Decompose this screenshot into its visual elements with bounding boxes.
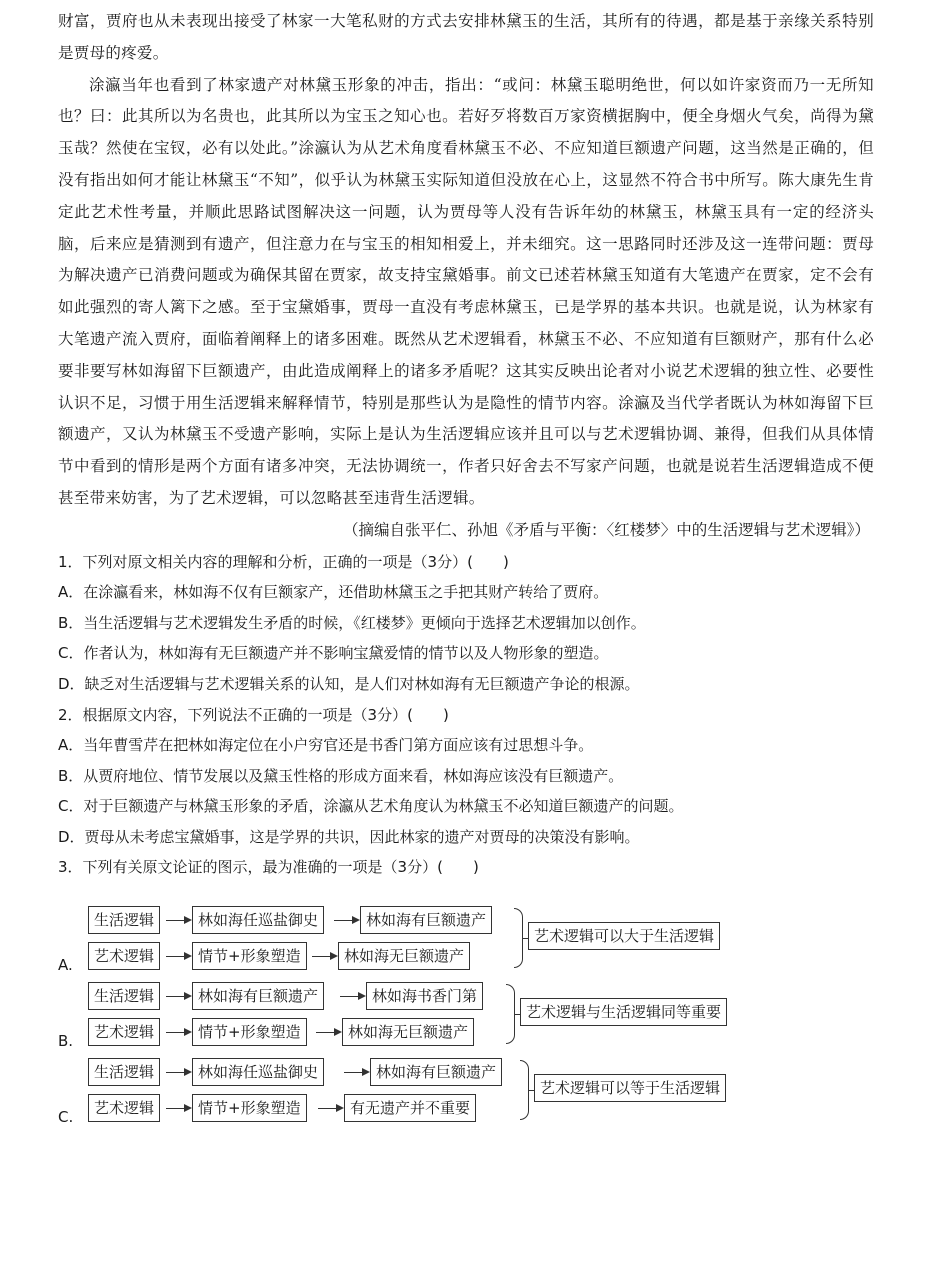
arrow-icon xyxy=(344,1072,368,1073)
diagram-c-row2-box2: 情节+形象塑造 xyxy=(192,1094,307,1122)
arrow-icon xyxy=(166,956,190,957)
diagram-c-row2-box1: 艺术逻辑 xyxy=(88,1094,160,1122)
diagram-c-row2-box3: 有无遗产并不重要 xyxy=(344,1094,476,1122)
question-1-option-c[interactable]: C．作者认为，林如海有无巨额遗产并不影响宝黛爱情的情节以及人物形象的塑造。 xyxy=(58,644,609,663)
diagram-a-row2-box3: 林如海无巨额遗产 xyxy=(338,942,470,970)
passage-source: （摘编自张平仁、孙旭《矛盾与平衡：〈红楼梦〉中的生活逻辑与艺术逻辑》） xyxy=(342,520,870,539)
diagram-a-row2-box2: 情节+形象塑造 xyxy=(192,942,307,970)
diagram-b-row2-box1: 艺术逻辑 xyxy=(88,1018,160,1046)
question-1-stem: 1．下列对原文相关内容的理解和分析，正确的一项是（3分）( ) xyxy=(58,552,509,571)
passage-paragraph-1: 财富，贾府也从未表现出接受了林家一大笔私财的方式去安排林黛玉的生活，其所有的待遇，都是基于亲缘关系特别是贾母的疼爱。 xyxy=(58,12,874,62)
question-2-option-a[interactable]: A．当年曹雪芹在把林如海定位在小户穷官还是书香门第方面应该有过思想斗争。 xyxy=(58,736,594,755)
arrow-icon xyxy=(316,1032,340,1033)
brace-icon xyxy=(514,908,523,968)
diagram-c-row1-box1: 生活逻辑 xyxy=(88,1058,160,1086)
question-2-option-d[interactable]: D．贾母从未考虑宝黛婚事，这是学界的共识，因此林家的遗产对贾母的决策没有影响。 xyxy=(58,827,640,846)
question-2-stem: 2．根据原文内容，下列说法不正确的一项是（3分）( ) xyxy=(58,705,449,724)
diagram-a-conclusion: 艺术逻辑可以大于生活逻辑 xyxy=(528,922,720,950)
diagram-option-a[interactable] xyxy=(58,904,818,976)
question-1-option-d[interactable]: D．缺乏对生活逻辑与艺术逻辑关系的认知，是人们对林如海有无巨额遗产争论的根源。 xyxy=(58,674,640,693)
diagram-option-c[interactable] xyxy=(58,1056,818,1128)
brace-icon xyxy=(520,1060,529,1120)
diagram-b-row1-box2: 林如海有巨额遗产 xyxy=(192,982,324,1010)
arrow-icon xyxy=(166,1032,190,1033)
diagram-a-row1-box1: 生活逻辑 xyxy=(88,906,160,934)
arrow-icon xyxy=(166,920,190,921)
diagram-b-row1-box3: 林如海书香门第 xyxy=(366,982,483,1010)
arrow-icon xyxy=(318,1108,342,1109)
question-3-stem: 3．下列有关原文论证的图示，最为准确的一项是（3分）( ) xyxy=(58,858,479,877)
diagram-a-label: A. xyxy=(58,956,73,974)
diagram-b-conclusion: 艺术逻辑与生活逻辑同等重要 xyxy=(520,998,727,1026)
diagram-a-row1-box3: 林如海有巨额遗产 xyxy=(360,906,492,934)
arrow-icon xyxy=(166,996,190,997)
exam-page xyxy=(58,6,874,883)
diagram-c-conclusion: 艺术逻辑可以等于生活逻辑 xyxy=(534,1074,726,1102)
diagram-a-row1-box2: 林如海任巡盐御史 xyxy=(192,906,324,934)
question-2-option-b[interactable]: B．从贾府地位、情节发展以及黛玉性格的形成方面来看，林如海应该没有巨额遗产。 xyxy=(58,766,624,785)
diagram-b-row2-box2: 情节+形象塑造 xyxy=(192,1018,307,1046)
arrow-icon xyxy=(334,920,358,921)
question-1-option-a[interactable]: A．在涂瀛看来，林如海不仅有巨额家产，还借助林黛玉之手把其财产转给了贾府。 xyxy=(58,583,609,602)
diagram-c-row1-box3: 林如海有巨额遗产 xyxy=(370,1058,502,1086)
diagram-b-row2-box3: 林如海无巨额遗产 xyxy=(342,1018,474,1046)
question-2-option-c[interactable]: C．对于巨额遗产与林黛玉形象的矛盾，涂瀛从艺术角度认为林黛玉不必知道巨额遗产的问题。 xyxy=(58,797,684,816)
diagram-b-label: B. xyxy=(58,1032,74,1050)
brace-icon xyxy=(506,984,515,1044)
arrow-icon xyxy=(340,996,364,997)
question-1-option-b[interactable]: B．当生活逻辑与艺术逻辑发生矛盾的时候，《红楼梦》更倾向于选择艺术逻辑加以创作。 xyxy=(58,613,646,632)
diagram-b-row1-box1: 生活逻辑 xyxy=(88,982,160,1010)
diagram-a-row2-box1: 艺术逻辑 xyxy=(88,942,160,970)
diagram-c-row1-box2: 林如海任巡盐御史 xyxy=(192,1058,324,1086)
diagram-option-b[interactable] xyxy=(58,980,818,1052)
arrow-icon xyxy=(312,956,336,957)
passage-paragraph-2: 涂瀛当年也看到了林家遗产对林黛玉形象的冲击，指出：“或问：林黛玉聪明绝世，何以如许家资而乃一无所知也？曰：此其所以为名贵也，此其所以为宝玉之知心也。若好歹将数百万家资横据胸中，便全身烟火气矣，尚得为黛玉哉？然使在宝钗，必有以处此。”涂瀛认为从艺术角度看林黛玉不必、不应知道巨额遗产问题，这当然是正确的，但没有指出如何才能让林黛玉“不知”，似乎认为林黛玉实际知道但没放在心上，这显然不符合书中所写。陈大康先生肯定此艺术性考量，并顺此思路试图解决这一问题，认为贾母等人没有告诉年幼的林黛玉，林黛玉具有一定的经济头脑，后来应是猜测到有遗产，但注意力在与宝玉的相知相爱上，并未细究。这一思路同时还涉及这一连带问题：贾母为解决遗产已消费问题或为确保其留在贾家，故支持宝黛婚事。前文已述若林黛玉知道有大笔遗产在贾家，定不会有如此强烈的寄人篱下之感。至于宝黛婚事，贾母一直没有考虑林黛玉，已是学界的基本共识。也就是说，认为林家有大笔遗产流入贾府，面临着阐释上的诸多困难。既然从艺术逻辑看，林黛玉不必、不应知道有巨额财产，那有什么必要非要写林如海留下巨额遗产，由此造成阐释上的诸多矛盾呢？这其实反映出论者对小说艺术逻辑的独立性、必要性认识不足，习惯于用生活逻辑来解释情节，特别是那些认为是隐性的情节内容。涂瀛及当代学者既认为林如海留下巨额遗产，又认为林黛玉不受遗产影响，实际上是认为生活逻辑应该并且可以与艺术逻辑协调、兼得，但我们从具体情节中看到的情形是两个方面有诸多冲突，无法协调统一，作者只好舍去不写家产问题，也就是说若生活逻辑造成不便甚至带来妨害，为了艺术逻辑，可以忽略甚至违背生活逻辑。 xyxy=(58,75,874,507)
diagram-c-label: C. xyxy=(58,1108,74,1126)
arrow-icon xyxy=(166,1108,190,1109)
arrow-icon xyxy=(166,1072,190,1073)
